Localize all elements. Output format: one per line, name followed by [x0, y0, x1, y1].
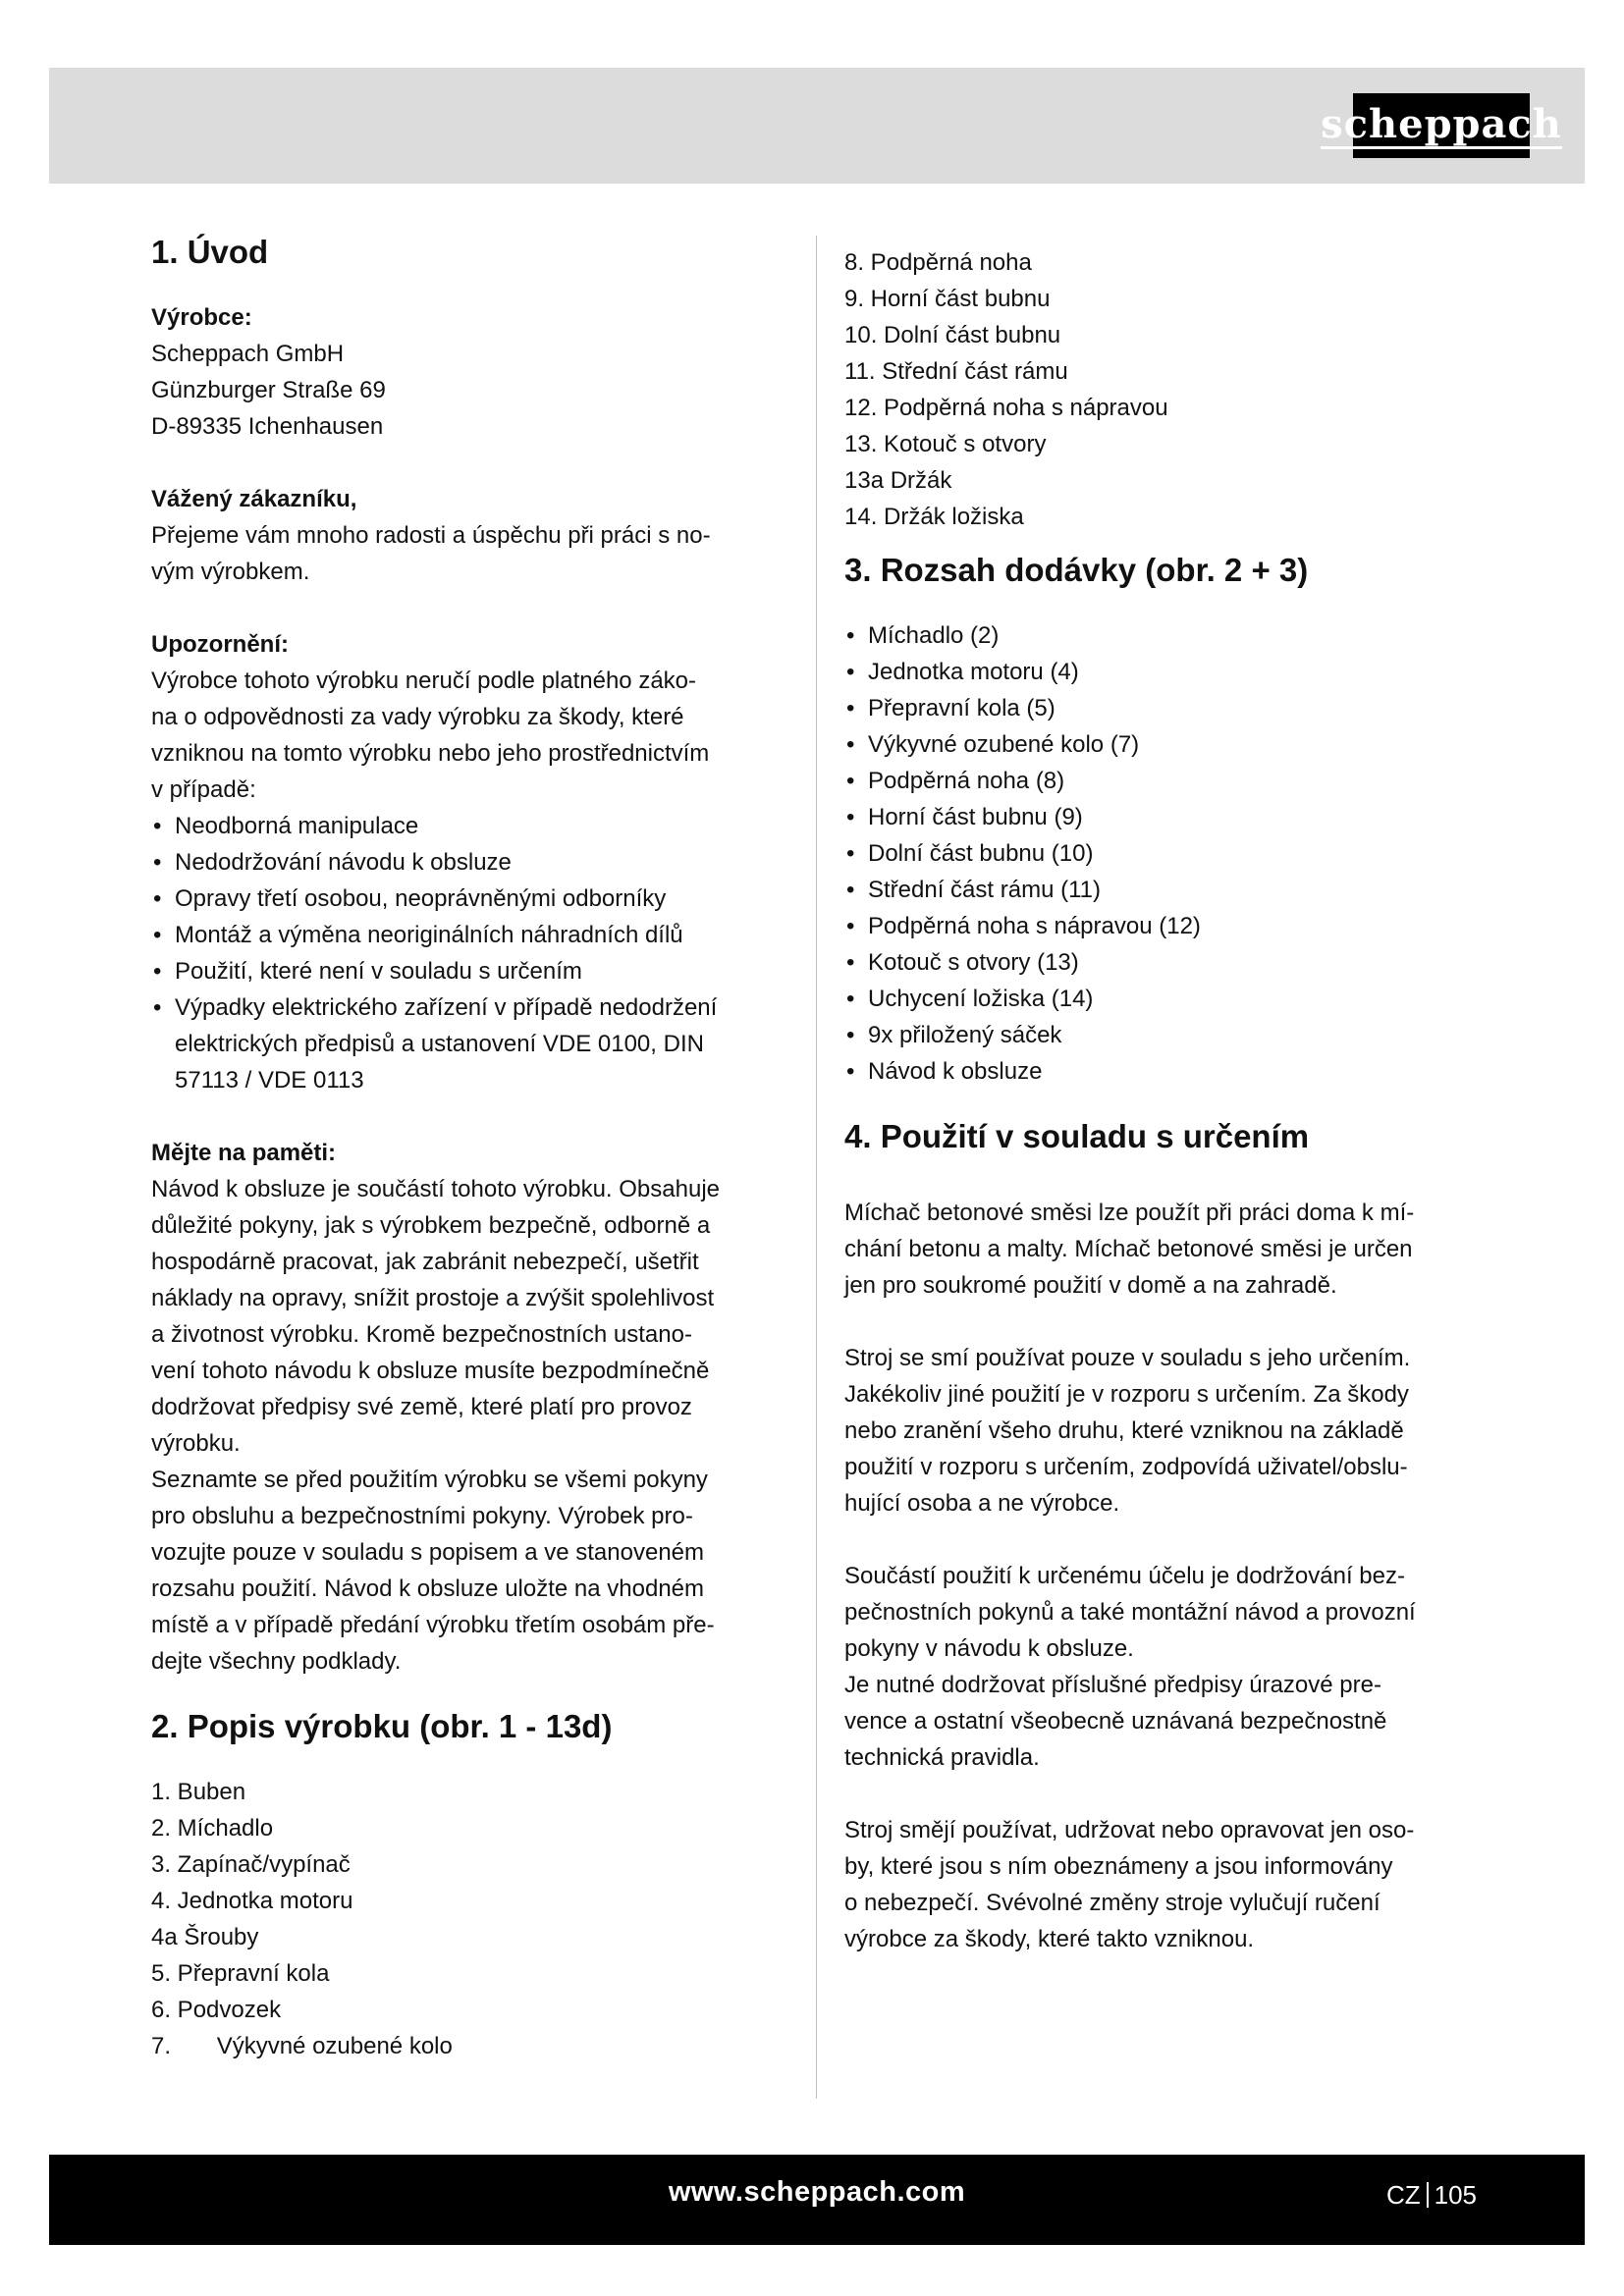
- text-line: použití v rozporu s určením, zodpovídá uživatel/obslu-: [844, 1454, 1408, 1480]
- list-item: 5. Přepravní kola: [151, 1960, 330, 1987]
- footer-band: [49, 2155, 1585, 2245]
- list-item: • Horní část bubnu (9): [844, 799, 1473, 835]
- header-band: [49, 68, 1585, 184]
- list-item: 7. Výkyvné ozubené kolo: [151, 2033, 453, 2059]
- text-line: místě a v případě předání výrobku třetím osobám pře-: [151, 1612, 715, 1638]
- text-line: vzniknou na tomto výrobku nebo jeho prostřednictvím: [151, 740, 710, 767]
- section-2-title: 2. Popis výrobku (obr. 1 - 13d): [151, 1708, 613, 1744]
- manufacturer-address: [151, 336, 794, 445]
- list-item: 2. Míchadlo: [151, 1815, 274, 1842]
- address-line: Scheppach GmbH: [151, 341, 345, 367]
- text-line: rozsahu použití. Návod k obsluze uložte na vhodném: [151, 1575, 705, 1602]
- list-item: • Jednotka motoru (4): [844, 654, 1473, 690]
- text-line: technická pravidla.: [844, 1744, 1040, 1771]
- manufacturer-label: Výrobce:: [151, 304, 252, 331]
- text-line: hospodárně pracovat, jak zabránit nebezpečí, ušetřit: [151, 1249, 699, 1275]
- list-item: 12. Podpěrná noha s nápravou: [844, 395, 1168, 421]
- list-item: • Montáž a výměna neoriginálních náhradních dílů: [151, 917, 794, 953]
- page-number-value: 105: [1434, 2180, 1477, 2210]
- notice-label: Upozornění:: [151, 631, 289, 658]
- text-line: Seznamte se před použitím výrobku se všemi pokyny: [151, 1467, 708, 1493]
- language-code: CZ: [1385, 2180, 1421, 2210]
- list-item: • Kotouč s otvory (13): [844, 944, 1473, 981]
- text-line: Stroj se smí používat pouze v souladu s jeho určením.: [844, 1345, 1411, 1371]
- text-line: by, které jsou s ním obeznámeny a jsou informovány: [844, 1853, 1393, 1880]
- text-line: Jakékoliv jiné použití je v rozporu s určením. Za škody: [844, 1381, 1409, 1408]
- text-line: vozujte pouze v souladu s popisem a ve stanoveném: [151, 1539, 705, 1566]
- list-item: 4. Jednotka motoru: [151, 1888, 353, 1914]
- text-line: v případě:: [151, 776, 256, 803]
- text-line: jen pro soukromé použití v domě a na zahradě.: [844, 1272, 1337, 1299]
- text-line: na o odpovědnosti za vady výrobku za škody, které: [151, 704, 684, 730]
- left-column: [151, 231, 794, 2064]
- list-item: 13. Kotouč s otvory: [844, 431, 1047, 457]
- text-line: dodržovat předpisy své země, které platí pro provoz: [151, 1394, 692, 1420]
- text-line: Výrobce tohoto výrobku neručí podle platného záko-: [151, 667, 697, 694]
- text-line: výrobku.: [151, 1430, 241, 1457]
- text-line: Přejeme vám mnoho radosti a úspěchu při práci s no-: [151, 522, 711, 549]
- column-divider: [816, 236, 817, 2099]
- text-line: vence a ostatní všeobecně uznávaná bezpečnostně: [844, 1708, 1387, 1735]
- text-line: nebo zranění všeho druhu, které vzniknou na základě: [844, 1417, 1404, 1444]
- section-1-title: 1. Úvod: [151, 234, 269, 270]
- list-item: • Výpadky elektrického zařízení v případě nedodržení elektrických předpisů a ustanovení VDE 0100, DIN 57113 / VDE 0113: [151, 989, 774, 1098]
- footer-website-link[interactable]: www.scheppach.com: [668, 2176, 966, 2208]
- page-number: [1386, 2180, 1477, 2211]
- right-column: [844, 231, 1473, 1957]
- scheppach-logo: [1321, 93, 1562, 158]
- text-line: pečnostních pokynů a také montážní návod a provozní: [844, 1599, 1416, 1626]
- scope-bullet-list: [844, 617, 1473, 1090]
- list-item: • Neodborná manipulace: [151, 808, 794, 844]
- list-item: 1. Buben: [151, 1779, 246, 1805]
- text-line: náklady na opravy, snížit prostoje a zvýšit spolehlivost: [151, 1285, 715, 1311]
- list-item: • Návod k obsluze: [844, 1053, 1473, 1090]
- remember-label: Mějte na paměti:: [151, 1140, 337, 1166]
- list-item: • Výkyvné ozubené kolo (7): [844, 726, 1473, 763]
- list-item: 13a Držák: [844, 467, 952, 494]
- list-item: 9. Horní část bubnu: [844, 286, 1051, 312]
- text-line: Je nutné dodržovat příslušné předpisy úrazové pre-: [844, 1672, 1381, 1698]
- list-item: • Střední část rámu (11): [844, 872, 1473, 908]
- list-item: • Podpěrná noha (8): [844, 763, 1473, 799]
- address-line: D-89335 Ichenhausen: [151, 413, 384, 440]
- list-item: 3. Zapínač/vypínač: [151, 1851, 351, 1878]
- list-item: • Uchycení ložiska (14): [844, 981, 1473, 1017]
- text-line: Součástí použití k určenému účelu je dodržování bez-: [844, 1563, 1405, 1589]
- text-line: a životnost výrobku. Kromě bezpečnostních ustano-: [151, 1321, 692, 1348]
- list-item: 14. Držák ložiska: [844, 504, 1024, 530]
- list-item: 6. Podvozek: [151, 1997, 282, 2023]
- text-line: dejte všechny podklady.: [151, 1648, 402, 1675]
- text-line: pokyny v návodu k obsluze.: [844, 1635, 1134, 1662]
- list-item: • Míchadlo (2): [844, 617, 1473, 654]
- list-item: • Přepravní kola (5): [844, 690, 1473, 726]
- page-separator: [1427, 2182, 1429, 2208]
- list-item: 4a Šrouby: [151, 1924, 259, 1950]
- text-line: pro obsluhu a bezpečnostními pokyny. Výrobek pro-: [151, 1503, 693, 1529]
- text-line: Návod k obsluze je součástí tohoto výrobku. Obsahuje: [151, 1176, 720, 1202]
- use-paragraph-3: [844, 1558, 1473, 1776]
- list-item: • 9x přiložený sáček: [844, 1017, 1473, 1053]
- list-item: 10. Dolní část bubnu: [844, 322, 1061, 348]
- notice-bullet-list: [151, 808, 794, 1098]
- list-item: • Nedodržování návodu k obsluze: [151, 844, 794, 881]
- use-paragraph-2: [844, 1340, 1473, 1522]
- address-line: Günzburger Straße 69: [151, 377, 386, 403]
- dear-customer-label: Vážený zákazníku,: [151, 486, 357, 512]
- text-line: Míchač betonové směsi lze použít při práci doma k mí-: [844, 1200, 1415, 1226]
- list-item: • Dolní část bubnu (10): [844, 835, 1473, 872]
- section-3-title: 3. Rozsah dodávky (obr. 2 + 3): [844, 552, 1309, 588]
- section-4-title: 4. Použití v souladu s určením: [844, 1118, 1310, 1154]
- use-paragraph-1: [844, 1195, 1473, 1304]
- list-item: 8. Podpěrná noha: [844, 249, 1032, 276]
- list-item: • Podpěrná noha s nápravou (12): [844, 908, 1473, 944]
- list-item: • Použití, které není v souladu s určením: [151, 953, 794, 989]
- parts-list-right: [844, 244, 1473, 535]
- list-item: 11. Střední část rámu: [844, 358, 1068, 385]
- text-line: výrobce za škody, které takto vzniknou.: [844, 1926, 1255, 1952]
- text-line: vení tohoto návodu k obsluze musíte bezpodmínečně: [151, 1358, 710, 1384]
- text-line: hující osoba a ne výrobce.: [844, 1490, 1120, 1517]
- list-item: • Opravy třetí osobou, neoprávněnými odborníky: [151, 881, 794, 917]
- text-line: vým výrobkem.: [151, 559, 310, 585]
- text-line: Stroj smějí používat, udržovat nebo opravovat jen oso-: [844, 1817, 1415, 1843]
- text-line: o nebezpečí. Svévolné změny stroje vylučují ručení: [844, 1890, 1380, 1916]
- text-line: důležité pokyny, jak s výrobkem bezpečně, odborně a: [151, 1212, 711, 1239]
- logo-text: scheppach: [1321, 100, 1562, 147]
- parts-list-left: [151, 1774, 794, 2064]
- use-paragraph-4: [844, 1812, 1473, 1957]
- text-line: chání betonu a malty. Míchač betonové směsi je určen: [844, 1236, 1413, 1262]
